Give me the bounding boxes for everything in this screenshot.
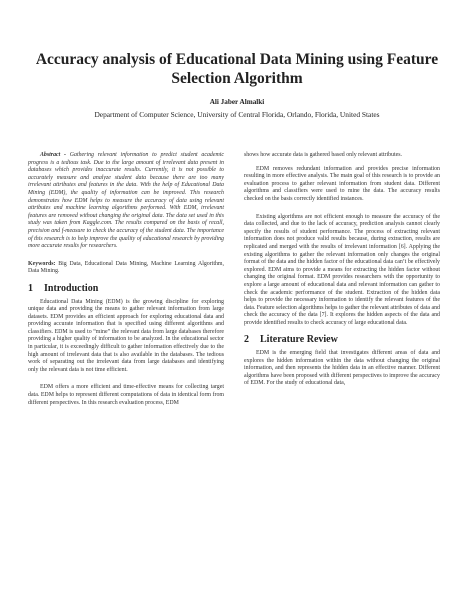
- section-number: 2: [244, 334, 249, 346]
- paragraph: EDM offers a more efficient and time-effective means for collecting target data. EDM helps to represent different computations of data in identical form from different perspectives. In this research evaluation process, EDM: [28, 384, 224, 406]
- paragraph: EDM is the emerging field that investigates different areas of data and explores the hidden information within the data without changing the original information, and then represents the hidden data in an effective manner. Different algorithms have been proposed with different perspectives to improve the accuracy of EDM. For the study of educational data,: [244, 350, 440, 387]
- keywords-text: Big Data, Educational Data Mining, Machine Learning Algorithm, Data Mining.: [28, 260, 224, 275]
- author-name: Ali Jaber Almalki: [209, 98, 265, 106]
- section-heading-literature-review: [244, 336, 440, 344]
- section-number: 1: [28, 282, 33, 294]
- keywords-label: Keywords:: [28, 260, 56, 267]
- section-heading-introduction: [28, 282, 224, 294]
- abstract-text: Gathering relevant information to predict student academic progress is a tedious task. Due to the large amount of irrelevant data present in databases which provides inaccurate results. Currently, it is not possible to accurately measure and analyze student data because there are too many irrelevant attributes and features in the data. With the help of Educational Data Mining (EDM), the quality of information can be improved. This research demonstrates how EDM helps to measure the accuracy of data using relevant attributes and machine learning algorithms performed. With EDM, irrelevant features are removed without changing the original data. The data set used in this study was taken from Kaggle.com. The results compared on the basis of recall, precision and f-measure to check the accuracy of the student data. The importance of this research is to help improve the quality of educational research by providing more accurate results for researchers.: [28, 152, 225, 250]
- abstract-label: Abstract -: [40, 152, 67, 158]
- paragraph: Educational Data Mining (EDM) is the growing discipline for exploring unique data and providing the means to gather relevant information from large datasets. EDM provides an efficient approach for exploring educational data and providing accurate information that is specified using different algorithms and classifiers. EDM is used to “mine” the relevant data from large databases therefore providing a higher quality of information to be analyzed. In the educational sector in particular, it is exceedingly difficult to gather information effectively due to the high amount of irrelevant data that is also available in the databases. The tedious work of separating out the irrelevant data from large databases and identifying only the relevant data is not time efficient.: [28, 298, 224, 373]
- left-column: [28, 152, 224, 413]
- keywords: [28, 261, 224, 276]
- abstract: [28, 152, 224, 251]
- section-title: Literature Review: [260, 334, 338, 346]
- paper-title: Accuracy analysis of Educational Data Mining using Feature Selection Algorithm: [35, 51, 439, 87]
- author-affiliation: Department of Computer Science, University of Central Florida, Orlando, Florida, United States: [94, 110, 380, 119]
- right-column: [244, 152, 440, 394]
- section-title: Introduction: [44, 282, 99, 294]
- paragraph: Existing algorithms are not efficient enough to measure the accuracy of the data collected, and due to the lack of accuracy, prediction analysis cannot clearly specify the results of student performance. The process of extracting relevant information does not produce valid results because, during extraction, results are replicated and merged with the results of irrelevant information [6]. Applying the existing algorithms to gather the relevant information only changes the original format of the data and the hidden factor of the educational data can’t be effectively explored. EDM aims to provide a means for extracting the hidden factor without changing the original format. EDM provides researchers with the opportunity to explore a large amount of educational data and relevant information can gather to check the academic performance of the student. Extraction of the hidden data helps to provide the necessary information to identify the relevant features of the data. Feature selection algorithms helps to gather the relevant attributes of data and check the accuracy of the data [7]. It explores the hidden aspects of the data and provide identified results to check accuracy of large educational data.: [244, 213, 440, 326]
- paragraph: EDM removes redundant information and provides precise information resulting in more effective analysis. The main goal of this research is to provide an evaluation process to gather relevant information from student data. Different algorithms and classifiers were used to mine the data. The accuracy results checked on the basis correctly identified instances.: [244, 165, 440, 202]
- paragraph: shows how accurate data is gathered based only relevant attributes.: [244, 152, 403, 158]
